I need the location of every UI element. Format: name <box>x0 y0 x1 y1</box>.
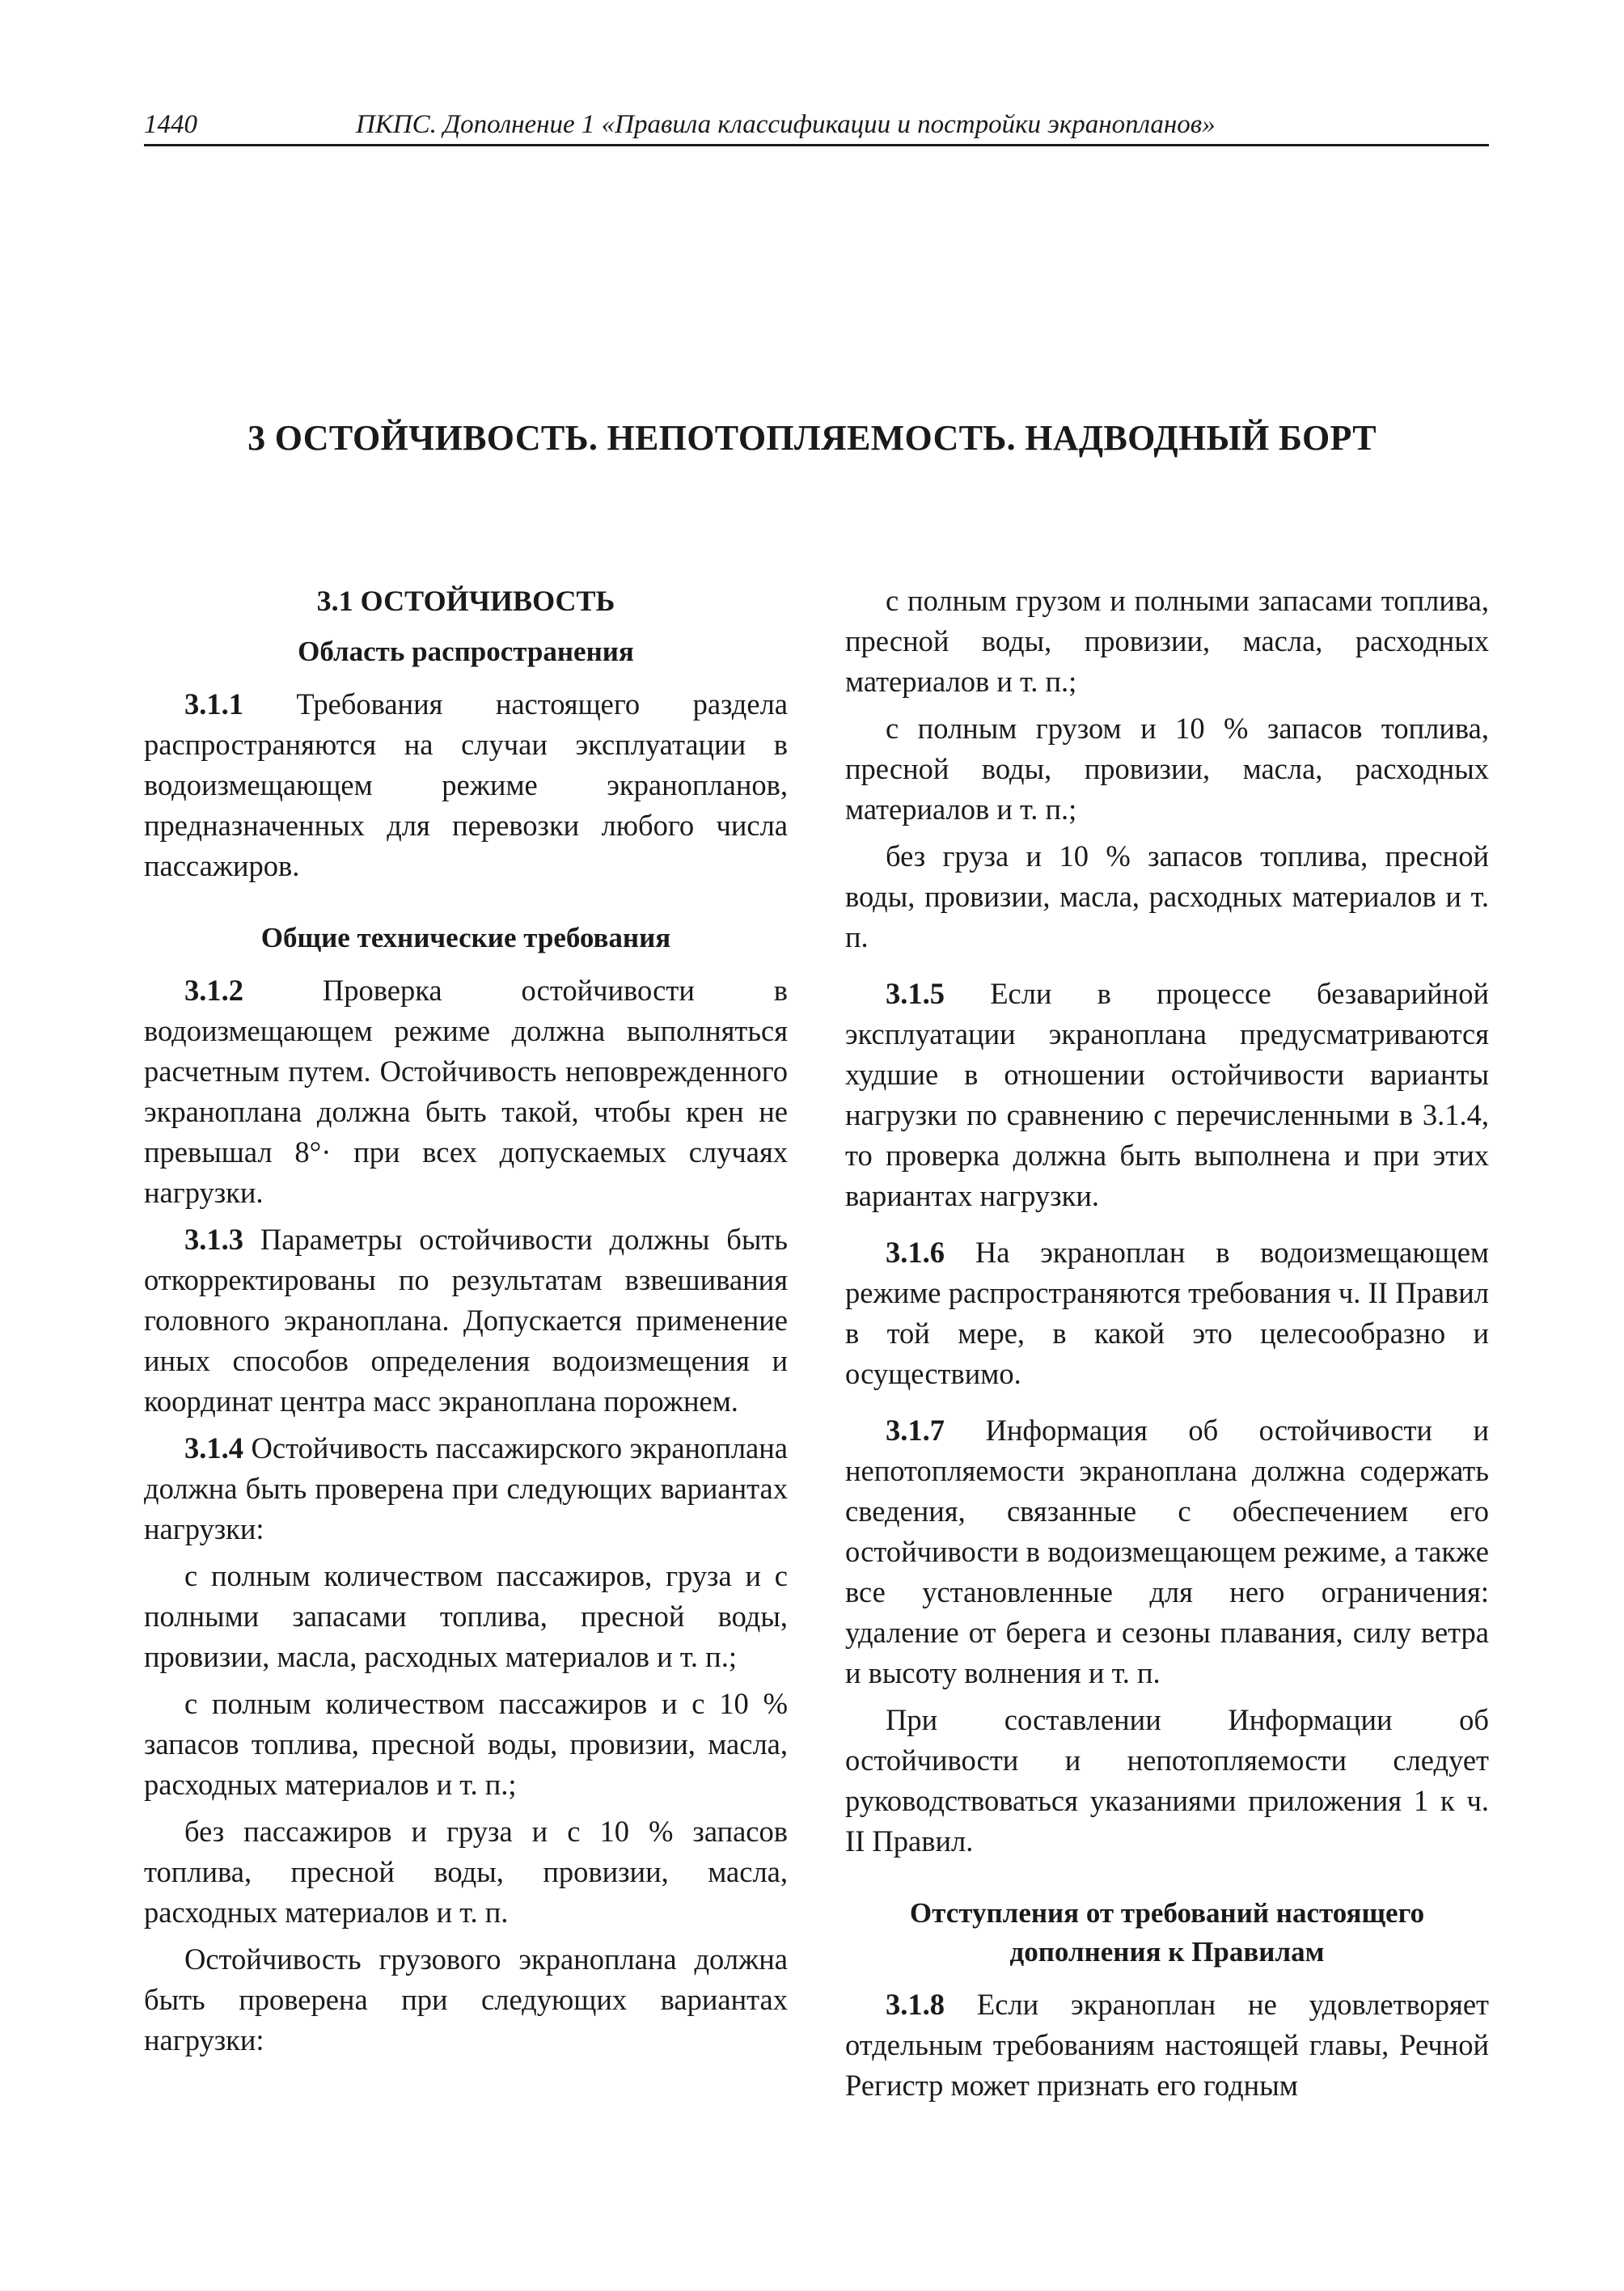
load-case-3: без пассажиров и груза и с 10 % запасов топлива, пресной воды, провизии, масла, расходных материалов и т. п. <box>144 1815 788 1929</box>
paragraph-3-1-1 <box>144 684 788 886</box>
load-case-1: с полным количеством пассажиров, груза и с полными запасами топлива, пресной воды, провизии, масла, расходных материалов и т. п.; <box>144 1559 788 1673</box>
running-title: ПКПС. Дополнение 1 «Правила классификации и постройки экранопланов» <box>356 110 1216 139</box>
paragraph-3-1-7-note: При составлении Информации об остойчивости и непотопляемости следует руководствоваться указаниями приложения 1 к ч. II Правил. <box>845 1703 1489 1858</box>
clause-number: 3.1.4 <box>184 1431 243 1465</box>
cargo-load-case-2: с полным грузом и 10 % запасов топлива, пресной воды, провизии, масла, расходных материалов и т. п.; <box>845 712 1489 826</box>
chapter-title: 3 ОСТОЙЧИВОСТЬ. НЕПОТОПЛЯЕМОСТЬ. НАДВОДНЫЙ БОРТ <box>247 418 1377 458</box>
subheading-deviations: Отступления от требований настоящего дополнения к Правилам <box>909 1897 1425 1968</box>
subheading-general-requirements: Общие технические требования <box>260 922 671 953</box>
paragraph-3-1-2 <box>144 970 788 1213</box>
clause-number: 3.1.1 <box>184 687 243 721</box>
paragraph-3-1-8 <box>845 1985 1489 2106</box>
cargo-load-case-1: с полным грузом и полными запасами топлива, пресной воды, провизии, масла, расходных материалов и т. п.; <box>845 584 1489 698</box>
clause-text: Остойчивость пассажирского экраноплана должна быть проверена при следующих вариантах нагрузки: <box>144 1431 788 1545</box>
section-title: 3.1 ОСТОЙЧИВОСТЬ <box>316 585 615 617</box>
clause-text: Информация об остойчивости и непотопляемости экраноплана должна содержать сведения, связанные с обеспечением его остойчивости в водоизмещающем режиме, а также все установленные для него ограничения: удаление от берега и сезоны плавания, силу ветра и высоту волнения и т. п. <box>845 1414 1489 1689</box>
clause-number: 3.1.2 <box>184 974 243 1007</box>
clause-text: Проверка остойчивости в водоизмещающем режиме должна выполняться расчетным путем. Остойчивость неповрежденного экраноплана должна быть такой, чтобы крен не превышал 8°· при всех допускаемых случаях нагрузки. <box>144 974 788 1209</box>
clause-text: Требования настоящего раздела распространяются на случаи эксплуатации в водоизмещающем режиме экранопланов, предназначенных для перевозки любого числа пассажиров. <box>144 687 788 882</box>
clause-text: Если в процессе безаварийной эксплуатации экраноплана предусматриваются худшие в отношении остойчивости варианты нагрузки по сравнению с перечисленными в 3.1.4, то проверка должна быть выполнена и при этих вариантах нагрузки. <box>845 977 1489 1212</box>
clause-number: 3.1.7 <box>886 1414 945 1447</box>
clause-number: 3.1.3 <box>184 1223 243 1256</box>
left-column <box>144 581 788 2067</box>
clause-text: Если экраноплан не удовлетворяет отдельным требованиям настоящей главы, Речной Регистр может признать его годным <box>845 1988 1489 2102</box>
paragraph-3-1-5 <box>845 974 1489 1216</box>
cargo-stability-intro: Остойчивость грузового экраноплана должна быть проверена при следующих вариантах нагрузки: <box>144 1942 788 2056</box>
clause-text: На экраноплан в водоизмещающем режиме распространяются требования ч. II Правил в той мере, в какой это целесообразно и осуществимо. <box>845 1236 1489 1390</box>
right-column <box>845 581 1489 2112</box>
clause-number: 3.1.8 <box>886 1988 945 2021</box>
cargo-load-case-3: без груза и 10 % запасов топлива, пресной воды, провизии, масла, расходных материалов и т. п. <box>845 839 1489 953</box>
clause-text: Параметры остойчивости должны быть откорректированы по результатам взвешивания головного экраноплана. Допускается применение иных способов определения водоизмещения и координат центра масс экраноплана порожнем. <box>144 1223 788 1418</box>
subheading-scope: Область распространения <box>298 636 634 667</box>
page-number: 1440 <box>144 110 197 139</box>
paragraph-3-1-3 <box>144 1219 788 1422</box>
paragraph-3-1-6 <box>845 1232 1489 1394</box>
clause-number: 3.1.6 <box>886 1236 945 1269</box>
load-case-2: с полным количеством пассажиров и с 10 % запасов топлива, пресной воды, провизии, масла, расходных материалов и т. п.; <box>144 1687 788 1801</box>
page-header <box>144 100 1489 146</box>
paragraph-3-1-4 <box>144 1428 788 1549</box>
paragraph-3-1-7 <box>845 1410 1489 1693</box>
clause-number: 3.1.5 <box>886 977 945 1010</box>
